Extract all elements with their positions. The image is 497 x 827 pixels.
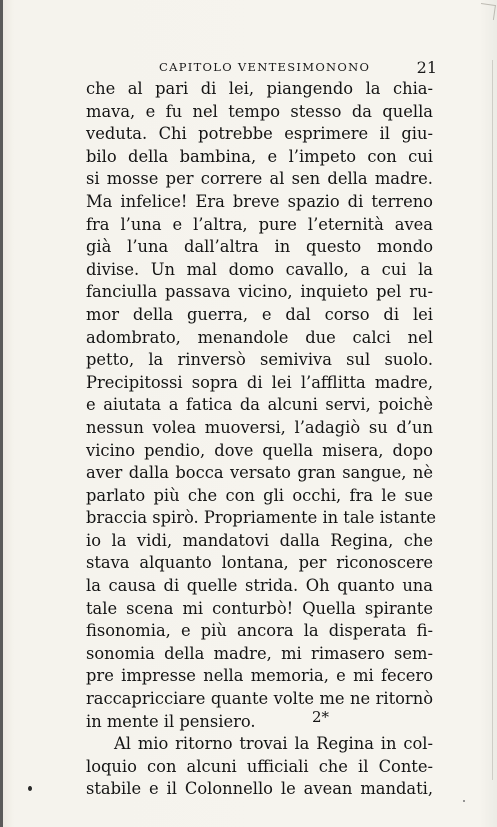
text-line: già l’una dall’altra in questo mondo [86, 237, 433, 257]
text-line: fra l’una e l’altra, pure l’eternità avea [86, 214, 433, 234]
text-line: pre impresse nella memoria, e mi fecero [86, 666, 433, 686]
text-line: che al pari di lei, piangendo la chia- [86, 79, 433, 98]
text-line: stabile e il Colonnello le avean mandati, [86, 779, 433, 799]
text-line: bilo della bambina, e l’impeto con cui [86, 146, 433, 166]
text-line: la causa di quelle strida. Oh quanto una [86, 576, 433, 596]
text-line: vicino pendio, dove quella misera, dopo [86, 440, 433, 460]
ink-spot [463, 800, 465, 802]
text-line: si mosse per correre al sen della madre. [86, 169, 433, 189]
text-line: petto, la rinversò semiviva sul suolo. [86, 350, 433, 370]
page-number: 21 [416, 58, 437, 77]
text-line: fanciulla passava vicino, inquieto pel ru- [86, 282, 433, 302]
text-line: e aiutata a fatica da alcuni servi, poichè [86, 395, 433, 415]
text-line: parlato più che con gli occhi, fra le sue [86, 485, 433, 505]
text-line: nessun volea muoversi, l’adagiò su d’un [86, 417, 433, 437]
page-header [72, 60, 437, 78]
text-line: Ma infelice! Era breve spazio di terreno [86, 191, 433, 211]
text-line: loquio con alcuni ufficiali che il Conte- [86, 756, 433, 776]
text-line: Al mio ritorno trovai la Regina in col- [114, 734, 433, 754]
body-text [86, 78, 437, 801]
text-line: braccia spirò. Propriamente in tale istante [86, 508, 437, 528]
text-line: mor della guerra, e dal corso di lei [86, 304, 433, 324]
text-line: divise. Un mal domo cavallo, a cui la [86, 259, 433, 279]
text-line: veduta. Chi potrebbe esprimere il giu- [86, 124, 433, 144]
page-binding-edge [0, 0, 3, 827]
signature-mark: 2* [312, 708, 330, 726]
page-right-edge [492, 60, 493, 780]
text-line: stava alquanto lontana, per riconoscere [86, 553, 433, 573]
text-line: in mente il pensiero. [86, 711, 256, 731]
text-line: mava, e fu nel tempo stesso da quella [86, 101, 433, 121]
page-corner-fold [479, 3, 496, 20]
text-line: tale scena mi conturbò! Quella spirante [86, 598, 433, 618]
text-line: aver dalla bocca versato gran sangue, nè [86, 463, 433, 483]
text-line: raccapricciare quante volte me ne ritornò [86, 689, 433, 709]
text-line: Precipitossi sopra di lei l’afflitta madre, [86, 372, 433, 392]
text-line: io la vidi, mandatovi dalla Regina, che [86, 530, 433, 550]
text-line: adombrato, menandole due calci nel [86, 327, 433, 347]
text-line: fisonomia, e più ancora la disperata fi- [86, 621, 433, 641]
running-head: CAPITOLO VENTESIMONONO [159, 60, 371, 74]
text-line: sonomia della madre, mi rimasero sem- [86, 643, 433, 663]
ink-spot [28, 786, 32, 791]
